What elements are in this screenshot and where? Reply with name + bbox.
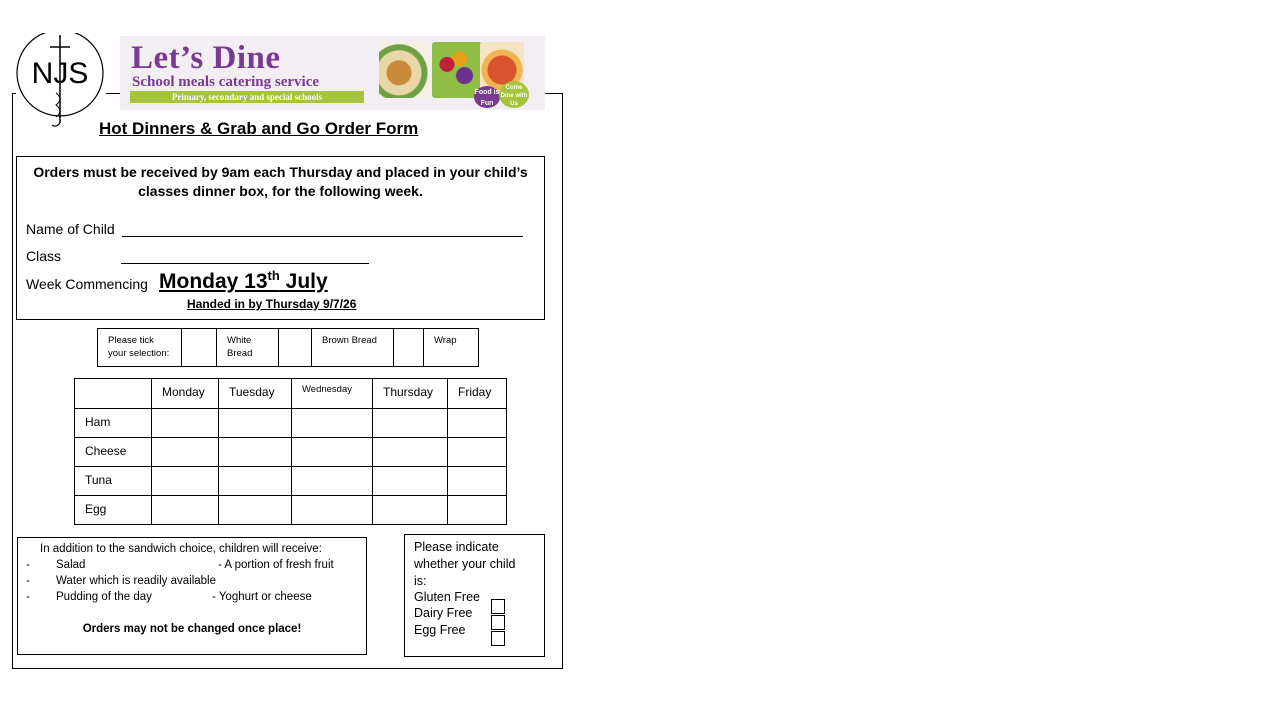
order-cell[interactable] <box>373 467 448 496</box>
child-name-field[interactable] <box>122 236 523 237</box>
order-cell[interactable] <box>152 496 219 525</box>
logo-lettering: NJS <box>31 57 89 90</box>
order-cell[interactable] <box>219 496 292 525</box>
order-cell[interactable] <box>448 438 507 467</box>
dairy-free-label: Dairy Free <box>414 606 473 620</box>
white-bread-label: White Bread <box>217 329 279 367</box>
instructions-line-1: Orders must be received by 9am each Thursday and placed in your child’s <box>33 164 528 180</box>
day-header: Monday <box>152 379 219 409</box>
banner-subtitle: School meals catering service <box>132 74 320 90</box>
banner-tagline: Primary, secondary and special schools <box>130 91 364 103</box>
egg-free-checkbox[interactable] <box>491 631 505 646</box>
order-cell[interactable] <box>373 438 448 467</box>
come-dine-badge: Come Dine with Us <box>499 81 529 108</box>
bread-selection-table <box>97 328 479 367</box>
class-field[interactable] <box>121 263 369 264</box>
order-cell[interactable] <box>373 409 448 438</box>
week-commencing-label: Week Commencing <box>26 276 148 292</box>
dairy-free-checkbox[interactable] <box>491 615 505 630</box>
addition-pudding: Pudding of the day <box>56 591 152 603</box>
wrap-label: Wrap <box>424 329 479 367</box>
bullet: - <box>26 591 30 603</box>
order-instructions <box>17 163 544 201</box>
order-cell[interactable] <box>292 438 373 467</box>
wrap-tick-box[interactable] <box>394 329 424 367</box>
day-header: Thursday <box>373 379 448 409</box>
addition-water: Water which is readily available <box>56 575 217 587</box>
egg-free-label: Egg Free <box>414 623 466 637</box>
form-title: Hot Dinners & Grab and Go Order Form <box>99 119 419 138</box>
child-name-label: Name of Child <box>26 221 115 237</box>
filling-label: Ham <box>75 409 152 438</box>
sandwich-order-grid <box>74 378 507 525</box>
order-cell[interactable] <box>219 438 292 467</box>
instructions-line-2: classes dinner box, for the following week. <box>138 183 423 199</box>
order-cell[interactable] <box>448 496 507 525</box>
handed-in-by-note: Handed in by Thursday 9/7/26 <box>187 297 357 311</box>
table-row <box>75 467 507 496</box>
no-changes-note: Orders may not be changed once place! <box>82 623 302 635</box>
order-cell[interactable] <box>292 496 373 525</box>
filling-label: Tuna <box>75 467 152 496</box>
bread-prompt: Please tick your selection: <box>98 329 182 367</box>
dietary-prompt: Please indicate whether your child is: <box>414 540 516 588</box>
order-cell[interactable] <box>373 496 448 525</box>
gluten-free-checkbox[interactable] <box>491 599 505 614</box>
filling-label: Cheese <box>75 438 152 467</box>
brown-bread-label: Brown Bread <box>312 329 394 367</box>
filling-label: Egg <box>75 496 152 525</box>
order-cell[interactable] <box>152 409 219 438</box>
day-header: Tuesday <box>219 379 292 409</box>
addition-fruit: - A portion of fresh fruit <box>218 559 334 571</box>
order-cell[interactable] <box>448 467 507 496</box>
week-commencing-value: Monday 13th July <box>159 268 328 293</box>
grid-corner <box>75 379 152 409</box>
order-cell[interactable] <box>152 467 219 496</box>
addition-salad: Salad <box>56 559 86 571</box>
order-details-box <box>16 156 545 320</box>
table-row <box>75 409 507 438</box>
day-header: Wednesday <box>292 379 373 409</box>
food-is-fun-badge: Food is Fun <box>474 86 500 108</box>
meal-additions-box <box>17 537 367 655</box>
gluten-free-label: Gluten Free <box>414 590 481 604</box>
order-cell[interactable] <box>152 438 219 467</box>
day-header: Friday <box>448 379 507 409</box>
order-cell[interactable] <box>219 409 292 438</box>
dietary-requirements-box <box>404 534 545 657</box>
order-cell[interactable] <box>292 409 373 438</box>
table-row <box>75 496 507 525</box>
school-logo <box>16 33 106 123</box>
order-cell[interactable] <box>448 409 507 438</box>
food-photo-roast <box>379 42 429 98</box>
addition-yoghurt: - Yoghurt or cheese <box>212 591 312 603</box>
bullet: - <box>26 575 30 587</box>
lets-dine-banner <box>120 36 545 110</box>
order-cell[interactable] <box>292 467 373 496</box>
class-label: Class <box>26 248 62 264</box>
white-bread-tick-box[interactable] <box>182 329 217 367</box>
banner-title: Let’s Dine <box>131 40 281 76</box>
additions-intro: In addition to the sandwich choice, children will receive: <box>40 543 322 555</box>
brown-bread-tick-box[interactable] <box>279 329 312 367</box>
table-row <box>75 438 507 467</box>
order-cell[interactable] <box>219 467 292 496</box>
bullet: - <box>26 559 30 571</box>
